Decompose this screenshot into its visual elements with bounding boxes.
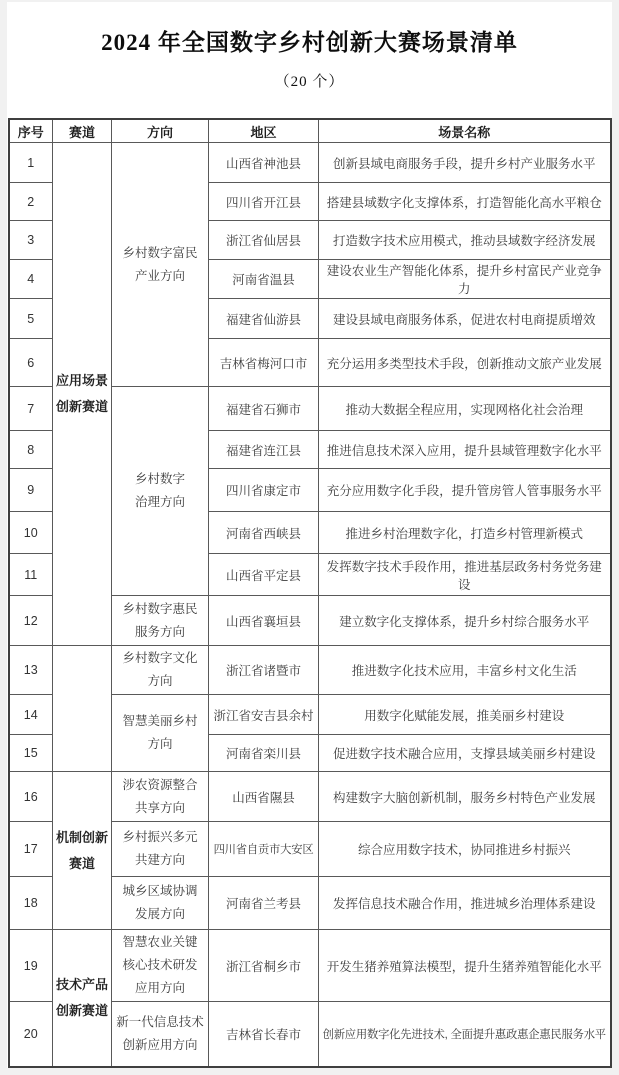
region-cell: 山西省神池县 xyxy=(209,143,319,183)
scenario-table xyxy=(8,118,612,1068)
scenario-cell: 创新应用数字化先进技术, 全面提升惠政惠企惠民服务水平 xyxy=(319,1002,611,1067)
row-number-cell: 1 xyxy=(9,143,53,183)
row-number-cell: 18 xyxy=(9,877,53,930)
scenario-cell: 建设农业生产智能化体系，提升乡村富民产业竞争力 xyxy=(319,260,611,299)
scenario-cell: 发挥数字技术手段作用，推进基层政务村务党务建设 xyxy=(319,554,611,596)
region-cell: 四川省自贡市大安区 xyxy=(209,822,319,877)
column-header-scenario: 场景名称 xyxy=(319,119,611,143)
scenario-cell: 发挥信息技术融合作用，推进城乡治理体系建设 xyxy=(319,877,611,930)
direction-cell: 涉农资源整合 共享方向 xyxy=(112,772,209,822)
region-cell: 河南省温县 xyxy=(209,260,319,299)
row-number-cell: 2 xyxy=(9,183,53,221)
document-page xyxy=(7,2,612,1068)
region-cell: 河南省栾川县 xyxy=(209,735,319,772)
region-cell: 山西省平定县 xyxy=(209,554,319,596)
scenario-cell: 开发生猪养殖算法模型，提升生猪养殖智能化水平 xyxy=(319,930,611,1002)
direction-cell: 新一代信息技术 创新应用方向 xyxy=(112,1002,209,1067)
row-number-cell: 6 xyxy=(9,339,53,387)
row-number-cell: 16 xyxy=(9,772,53,822)
row-number-cell: 13 xyxy=(9,646,53,695)
direction-cell: 乡村数字富民 产业方向 xyxy=(112,143,209,387)
row-number-cell: 4 xyxy=(9,260,53,299)
region-cell: 福建省石狮市 xyxy=(209,387,319,431)
scenario-cell: 推动大数据全程应用，实现网格化社会治理 xyxy=(319,387,611,431)
region-cell: 河南省西峡县 xyxy=(209,512,319,554)
scenario-cell: 搭建县域数字化支撑体系，打造智能化高水平粮仓 xyxy=(319,183,611,221)
scenario-cell: 推进乡村治理数字化，打造乡村管理新模式 xyxy=(319,512,611,554)
row-number-cell: 20 xyxy=(9,1002,53,1067)
region-cell: 浙江省仙居县 xyxy=(209,221,319,260)
direction-cell: 乡村振兴多元 共建方向 xyxy=(112,822,209,877)
scenario-cell: 建立数字化支撑体系，提升乡村综合服务水平 xyxy=(319,596,611,646)
region-cell: 山西省襄垣县 xyxy=(209,596,319,646)
direction-cell: 乡村数字文化 方向 xyxy=(112,646,209,695)
region-cell: 吉林省长春市 xyxy=(209,1002,319,1067)
direction-cell: 智慧美丽乡村 方向 xyxy=(112,695,209,772)
scenario-cell: 用数字化赋能发展，推美丽乡村建设 xyxy=(319,695,611,735)
scenario-cell: 推进信息技术深入应用，提升县域管理数字化水平 xyxy=(319,431,611,469)
scenario-cell: 充分应用数字化手段，提升管房管人管事服务水平 xyxy=(319,469,611,512)
row-number-cell: 12 xyxy=(9,596,53,646)
row-number-cell: 9 xyxy=(9,469,53,512)
track-cell: 技术产品 创新赛道 xyxy=(53,930,112,1067)
scenario-cell: 促进数字技术融合应用，支撑县域美丽乡村建设 xyxy=(319,735,611,772)
table-row xyxy=(9,143,611,183)
region-cell: 山西省隰县 xyxy=(209,772,319,822)
row-number-cell: 5 xyxy=(9,299,53,339)
row-number-cell: 15 xyxy=(9,735,53,772)
scenario-cell: 充分运用多类型技术手段，创新推动文旅产业发展 xyxy=(319,339,611,387)
scenario-cell: 打造数字技术应用模式，推动县域数字经济发展 xyxy=(319,221,611,260)
document-subtitle: （20 个） xyxy=(274,74,345,90)
row-number-cell: 7 xyxy=(9,387,53,431)
track-cell: 应用场景 创新赛道 xyxy=(53,143,112,646)
direction-cell: 乡村数字 治理方向 xyxy=(112,387,209,596)
row-number-cell: 17 xyxy=(9,822,53,877)
direction-cell: 乡村数字惠民 服务方向 xyxy=(112,596,209,646)
region-cell: 吉林省梅河口市 xyxy=(209,339,319,387)
row-number-cell: 3 xyxy=(9,221,53,260)
region-cell: 福建省连江县 xyxy=(209,431,319,469)
scenario-cell: 建设县域电商服务体系，促进农村电商提质增效 xyxy=(319,299,611,339)
table-row xyxy=(9,772,611,822)
document-title: 2024 年全国数字乡村创新大赛场景清单 xyxy=(101,30,518,55)
scenario-cell: 构建数字大脑创新机制，服务乡村特色产业发展 xyxy=(319,772,611,822)
column-header-direction: 方向 xyxy=(112,119,209,143)
column-header-no: 序号 xyxy=(9,119,53,143)
track-cell: 机制创新 赛道 xyxy=(53,772,112,930)
region-cell: 浙江省安吉县余村 xyxy=(209,695,319,735)
row-number-cell: 10 xyxy=(9,512,53,554)
table-row xyxy=(9,646,611,695)
scenario-cell: 综合应用数字技术，协同推进乡村振兴 xyxy=(319,822,611,877)
row-number-cell: 8 xyxy=(9,431,53,469)
column-header-region: 地区 xyxy=(209,119,319,143)
row-number-cell: 11 xyxy=(9,554,53,596)
region-cell: 四川省开江县 xyxy=(209,183,319,221)
direction-cell: 城乡区域协调 发展方向 xyxy=(112,877,209,930)
direction-cell: 智慧农业关键 核心技术研发 应用方向 xyxy=(112,930,209,1002)
table-row xyxy=(9,930,611,1002)
region-cell: 四川省康定市 xyxy=(209,469,319,512)
region-cell: 福建省仙游县 xyxy=(209,299,319,339)
row-number-cell: 14 xyxy=(9,695,53,735)
region-cell: 浙江省桐乡市 xyxy=(209,930,319,1002)
track-cell xyxy=(53,646,112,772)
scenario-cell: 推进数字化技术应用，丰富乡村文化生活 xyxy=(319,646,611,695)
scenario-cell: 创新县域电商服务手段，提升乡村产业服务水平 xyxy=(319,143,611,183)
column-header-track: 赛道 xyxy=(53,119,112,143)
region-cell: 浙江省诸暨市 xyxy=(209,646,319,695)
table-body xyxy=(9,143,611,1067)
row-number-cell: 19 xyxy=(9,930,53,1002)
table-header-row xyxy=(9,119,611,143)
region-cell: 河南省兰考县 xyxy=(209,877,319,930)
